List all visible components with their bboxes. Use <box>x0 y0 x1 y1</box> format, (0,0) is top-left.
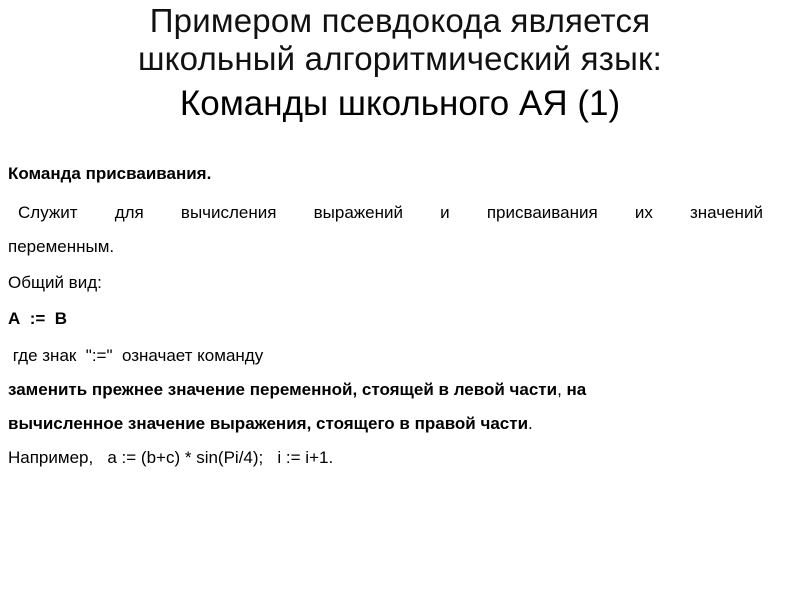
description-line-1 <box>8 201 763 225</box>
desc-word: для <box>114 203 144 222</box>
example-text: Например, a := (b+c) * sin(Pi/4); i := i+1. <box>8 448 334 467</box>
where-text: где знак ":=" означает команду <box>8 346 264 365</box>
general-form-label: Общий вид: <box>8 273 102 292</box>
replace-line-1-comma: , <box>557 380 567 399</box>
replace-line-2 <box>8 412 763 436</box>
desc-word: значений <box>689 203 763 222</box>
title-line-1: Примером псевдокода является <box>149 2 651 39</box>
desc-word: вычисления <box>180 203 277 222</box>
replace-line-2-bold: вычисленное значение выражения, стоящего в правой части <box>8 414 529 433</box>
slide-title <box>0 0 800 126</box>
desc-word: и <box>440 203 450 222</box>
title-line-2: школьный алгоритмический язык: <box>137 40 663 77</box>
replace-line-1-end: на <box>566 380 587 399</box>
description-line-2: переменным. <box>8 237 115 256</box>
title-line-3: Команды школьного АЯ (1) <box>179 84 621 123</box>
slide-body <box>8 162 763 470</box>
desc-word: присваивания <box>486 203 598 222</box>
replace-line-1 <box>8 378 763 402</box>
desc-word: их <box>634 203 653 222</box>
desc-word: выражений <box>313 203 404 222</box>
assignment-syntax: А := В <box>8 309 68 328</box>
section-heading: Команда присваивания. <box>8 164 212 183</box>
replace-line-1-bold: заменить прежнее значение переменной, стоящей в левой части <box>8 380 558 399</box>
desc-word: Служит <box>18 203 78 222</box>
replace-line-2-end: . <box>528 414 533 433</box>
